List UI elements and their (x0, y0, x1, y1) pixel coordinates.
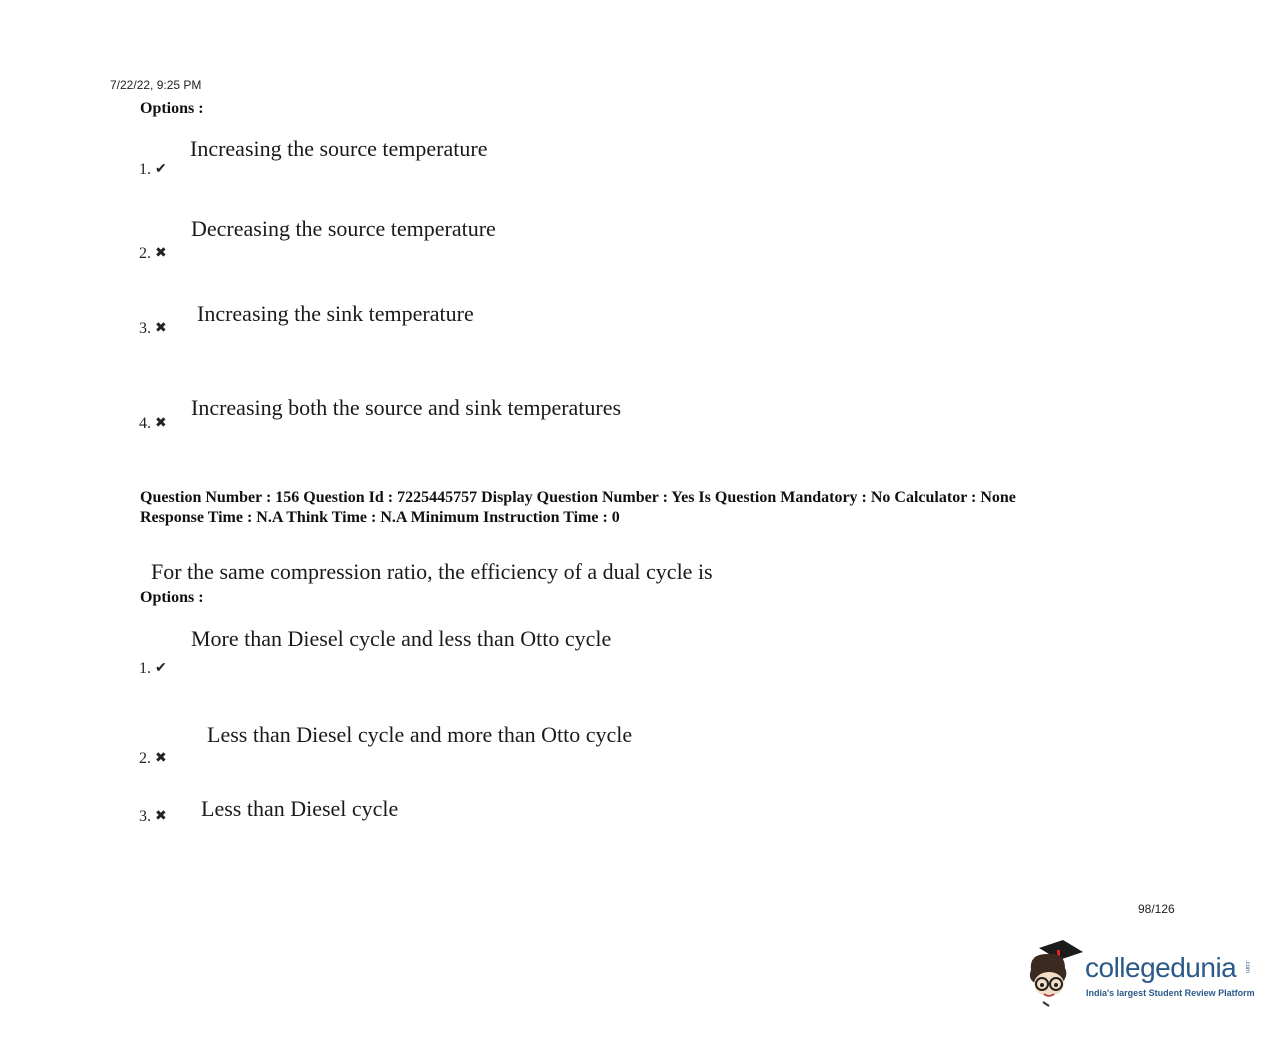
cross-icon: ✖ (155, 416, 167, 431)
option-number (139, 750, 167, 768)
cross-icon: ✖ (155, 809, 167, 824)
question-meta-line2: Response Time : N.A Think Time : N.A Minimum Instruction Time : 0 (140, 509, 620, 526)
option-number (139, 161, 167, 179)
option-text: Increasing the source temperature (190, 136, 488, 161)
page-number: 98/126 (1138, 902, 1175, 916)
option-index: 1. (139, 161, 151, 178)
logo-wordmark: collegedunia (1085, 952, 1237, 983)
option-index: 3. (139, 808, 151, 825)
options-label: Options : (140, 589, 204, 606)
options-label: Options : (140, 100, 204, 117)
option-index: 1. (139, 660, 151, 677)
question-text: For the same compression ratio, the efficiency of a dual cycle is (151, 559, 713, 584)
question-meta-line1: Question Number : 156 Question Id : 7225445757 Display Question Number : Yes Is Question Mandatory : No Calculator : None (140, 489, 1016, 506)
option-text: More than Diesel cycle and less than Otto cycle (191, 626, 612, 651)
cross-icon: ✖ (155, 321, 167, 336)
option-text: Less than Diesel cycle and more than Otto cycle (207, 722, 633, 747)
mascot-graduate-icon (1025, 940, 1085, 1008)
option-number (139, 808, 167, 826)
option-index: 3. (139, 320, 151, 337)
option-index: 2. (139, 750, 151, 767)
option-text: Increasing both the source and sink temperatures (191, 395, 622, 420)
option-text: Decreasing the source temperature (191, 216, 496, 241)
option-text: Increasing the sink temperature (197, 301, 474, 326)
logo-domain: .com (1244, 960, 1250, 974)
logo-tagline: India's largest Student Review Platform (1086, 988, 1255, 998)
collegedunia-logo (1025, 940, 1255, 1010)
question-meta (140, 488, 1016, 528)
option-number (139, 245, 167, 263)
cross-icon: ✖ (155, 246, 167, 261)
option-number (139, 415, 167, 433)
print-timestamp: 7/22/22, 9:25 PM (110, 78, 202, 92)
cross-icon: ✖ (155, 751, 167, 766)
option-index: 4. (139, 415, 151, 432)
option-number (139, 660, 167, 678)
option-text: Less than Diesel cycle (201, 796, 399, 821)
option-number (139, 320, 167, 338)
checkmark-icon: ✔ (155, 162, 167, 177)
checkmark-icon: ✔ (155, 661, 167, 676)
option-index: 2. (139, 245, 151, 262)
